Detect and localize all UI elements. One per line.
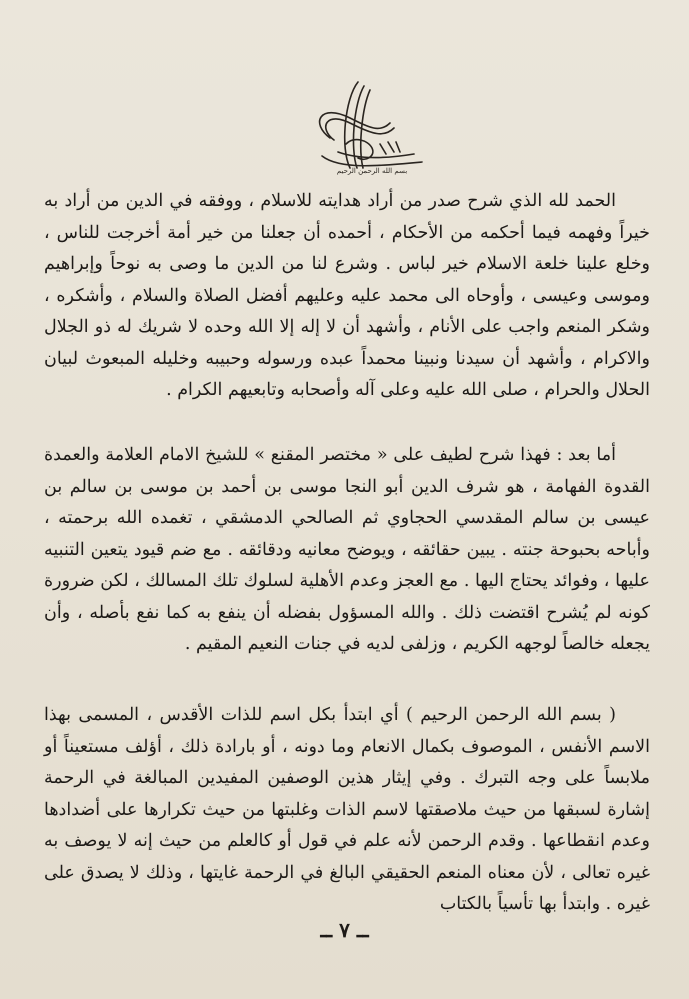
svg-text:بسم الله الرحمن الرحيم: بسم الله الرحمن الرحيم	[336, 167, 408, 175]
tughra-seal-icon	[310, 78, 428, 178]
page-number: ــ ٧ ــ	[320, 918, 369, 942]
paragraph-text: ( بسم الله الرحمن الرحيم ) أي ابتدأ بكل اسم للذات الأقدس ، المسمى بهذا الاسم الأنفس ، الموصوف بكمال الانعام وما دونه ، أو بارادة ذلك ، أؤلف مستعيناً أو ملابساً على وجه التبرك . وفي إيثار هذين الوصفين المفيدين المبالغة في الرحمة إشارة لسبقها من حيث ملاصقتها لاسم الذات وغلبتها من حيث تكرارها على أضدادها وعدم انقطاعها . وقدم الرحمن لأنه علم في قول أو كالعلم من حيث إنه لا يوصف به غيره تعالى ، لأن معناه المنعم الحقيقي البالغ في الرحمة غايتها ، وذلك لا يصدق على غيره . وابتدأ بها تأسياً بالكتاب	[44, 705, 650, 914]
paragraph-text: أما بعد : فهذا شرح لطيف على « مختصر المقنع » للشيخ الامام العلامة والعمدة القدوة الفهامة ، هو شرف الدين أبو النجا موسى بن أحمد بن موسى بن سالم بن عيسى بن سالم المقدسي الحجاوي ثم الصالحي الدمشقي ، تغمده الله برحمته ، وأباحه بحبوحة جنته . يبين حقائقه ، ويوضح معانيه ودقائقه . مع ضم قيود يتعين التنبيه عليها ، وفوائد يحتاج اليها . مع العجز وعدم الأهلية لسلوك تلك المسالك ، لكن ضرورة كونه لم يُشرح اقتضت ذلك . والله المسؤول بفضله أن ينفع به كما نفع بأصله ، وأن يجعله خالصاً لوجهه الكريم ، وزلفى لديه في جنات النعيم المقيم .	[44, 445, 650, 654]
paragraph-introduction	[44, 440, 650, 661]
paragraph-basmala-commentary	[44, 700, 650, 921]
paragraph-opening	[44, 186, 650, 407]
paragraph-text: الحمد لله الذي شرح صدر من أراد هدايته للاسلام ، ووفقه في الدين من أراد به خيراً وفهمه فيما أحكمه من الأحكام ، أحمده أن جعلنا من خير أمة أخرجت للناس ، وخلع علينا خلعة الاسلام خير لباس . وشرع لنا من الدين ما وصى به نوحاً وإبراهيم وموسى وعيسى ، وأوحاه الى محمد عليه وعليهم أفضل الصلاة والسلام ، وأشكره ، وشكر المنعم واجب على الأنام ، وأشهد أن لا إله إلا الله وحده لا شريك له ذو الجلال والاكرام ، وأشهد أن سيدنا ونبينا محمداً عبده ورسوله وحبيبه وخليله المبعوث لبيان الحلال والحرام ، صلى الله عليه وعلى آله وأصحابه وتابعيهم الكرام .	[44, 191, 650, 400]
